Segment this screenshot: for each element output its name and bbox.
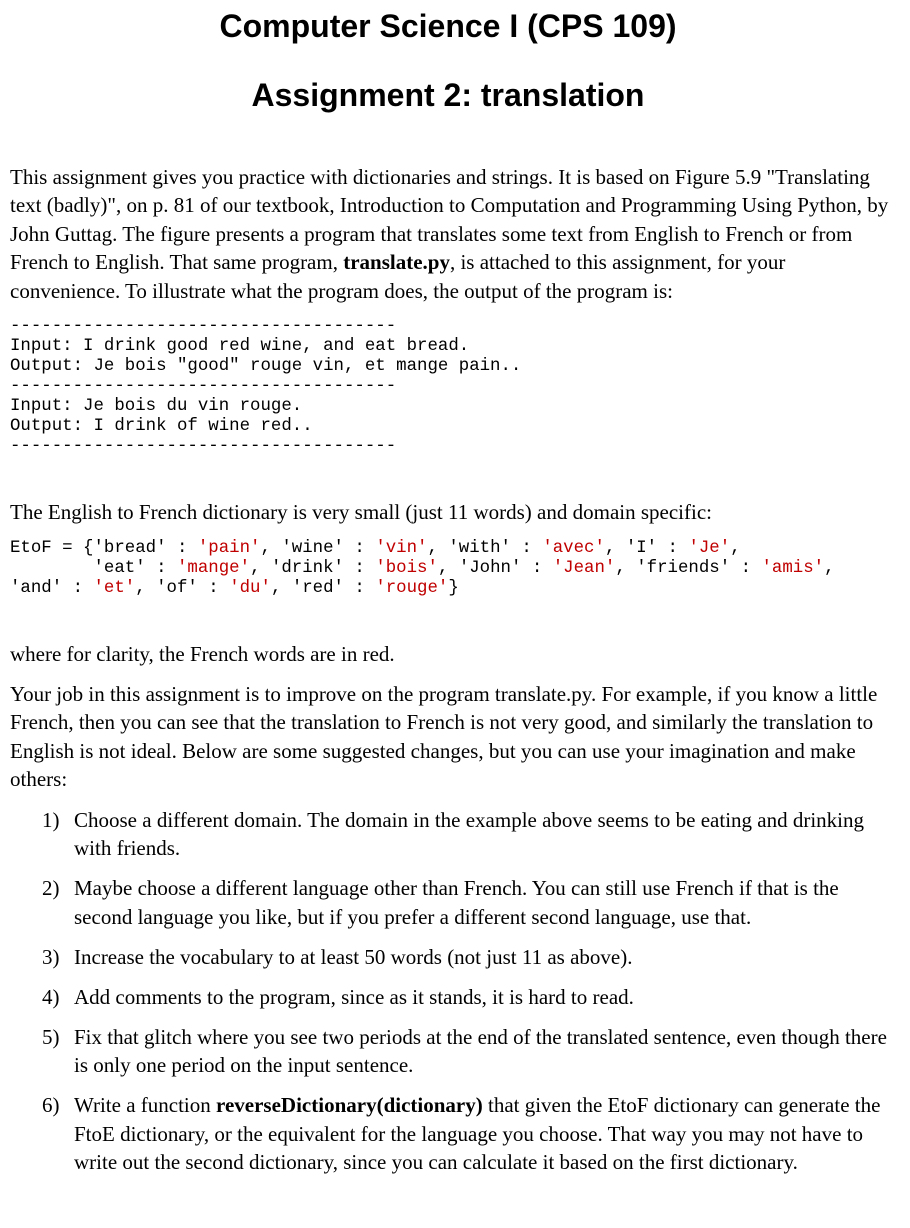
separator-line: ------------------------------------- [10, 377, 397, 396]
dict-key: 'I' [625, 539, 658, 558]
dict-value: 'amis' [761, 559, 825, 578]
etof-dictionary-code: EtoF = {'bread' : 'pain', 'wine' : 'vin', 'with' : 'avec', 'I' : 'Je', 'eat' : 'mange', 'drink' : 'bois', 'John' : 'Jean', 'friends' : 'amis', 'and' : 'et', 'of' : 'du', 'red' : 'rouge'} [10, 539, 835, 598]
dict-key: 'friends' [636, 559, 731, 578]
task-number: 3) [42, 944, 60, 969]
dict-key: 'with' [448, 539, 511, 558]
dict-key: 'John' [458, 559, 522, 578]
dict-value: 'et' [93, 579, 136, 598]
dict-variable: EtoF [10, 539, 52, 558]
dict-key: 'of' [156, 579, 198, 598]
assignment-title: Assignment 2: translation [251, 77, 645, 113]
list-item [42, 806, 898, 863]
separator-line: ------------------------------------- [10, 317, 397, 336]
intro-text-2: , is attached to this assignment, for your convenience. To illustrate what the program does, the output of the program is: [10, 250, 786, 303]
run-2-output: Output: I drink of wine red.. [10, 417, 313, 436]
dictionary-intro: The English to French dictionary is very small (just 11 words) and domain specific: [10, 500, 712, 524]
dict-value: 'avec' [542, 539, 605, 558]
run-2-input: Input: Je bois du vin rouge. [10, 397, 303, 416]
task-text: Increase the vocabulary to at least 50 words (not just 11 as above). [74, 944, 633, 969]
task-number: 6) [42, 1093, 60, 1118]
dict-key: 'bread' [93, 539, 167, 558]
function-name: reverseDictionary(dictionary) [216, 1093, 483, 1118]
task-text: Fix that glitch where you see two periods at the end of the translated sentence, even though there is only one period on the input sentence. [74, 1024, 887, 1078]
list-item [42, 983, 898, 1011]
dict-value: 'Jean' [552, 559, 616, 578]
program-filename: translate.py [343, 250, 450, 275]
dict-key: 'drink' [270, 559, 344, 578]
task-text: Add comments to the program, since as it stands, it is hard to read. [74, 984, 634, 1009]
job-paragraph: Your job in this assignment is to improve on the program translate.py. For example, if you know a little French, then you can see that the translation to French is not very good, and similarly the translation to English is not ideal. Below are some suggested changes, but you can use your imagination and make others: [10, 682, 878, 792]
dict-value: 'vin' [375, 539, 428, 558]
sample-output [10, 317, 521, 457]
task-number: 2) [42, 876, 60, 901]
task-list [42, 806, 898, 1188]
dict-key: 'eat' [93, 559, 146, 578]
list-item [42, 943, 898, 971]
dict-key: 'wine' [281, 539, 344, 558]
task-text-after: that given the EtoF dictionary can generate the FtoE dictionary, or the equivalent for the language you choose. That way you may not have to write out the second dictionary, since you can calculate it based on the first dictionary. [74, 1093, 881, 1175]
dict-value: 'pain' [197, 539, 261, 558]
task-text-before: Write a function [74, 1093, 217, 1118]
task-text: Choose a different domain. The domain in the example above seems to be eating and drinking with friends. [74, 808, 865, 861]
clarity-note: where for clarity, the French words are in red. [10, 642, 395, 666]
dict-key: 'and' [10, 579, 63, 598]
course-title: Computer Science I (CPS 109) [219, 8, 677, 44]
intro-text-1: This assignment gives you practice with dictionaries and strings. It is based on Figure 5.9 "Translating text (badly)", on p. 81 of our textbook, Introduction to Computation and Programming Using Python, by John Guttag. The figure presents a program that translates some text from English to French or from French to English. That same program, [10, 165, 889, 275]
list-item [42, 874, 898, 931]
dict-value: 'bois' [375, 559, 438, 578]
dict-value: 'du' [229, 579, 271, 598]
dict-value: 'Je' [688, 539, 731, 558]
task-number: 4) [42, 984, 60, 1009]
dict-value: 'mange' [177, 559, 251, 578]
run-1-output: Output: Je bois "good" rouge vin, et mange pain.. [10, 357, 522, 376]
run-1-input: Input: I drink good red wine, and eat bread. [10, 337, 470, 356]
list-item [42, 1091, 898, 1176]
dict-value: 'rouge' [375, 579, 449, 598]
task-number: 1) [42, 808, 60, 832]
task-number: 5) [42, 1024, 60, 1049]
task-text: Maybe choose a different language other than French. You can still use French if that is the second language you like, but if you prefer a different second language, use that. [74, 876, 839, 929]
intro-paragraph [10, 163, 900, 305]
dict-key: 'red' [291, 579, 344, 598]
separator-line: ------------------------------------- [10, 437, 397, 456]
list-item [42, 1023, 898, 1080]
